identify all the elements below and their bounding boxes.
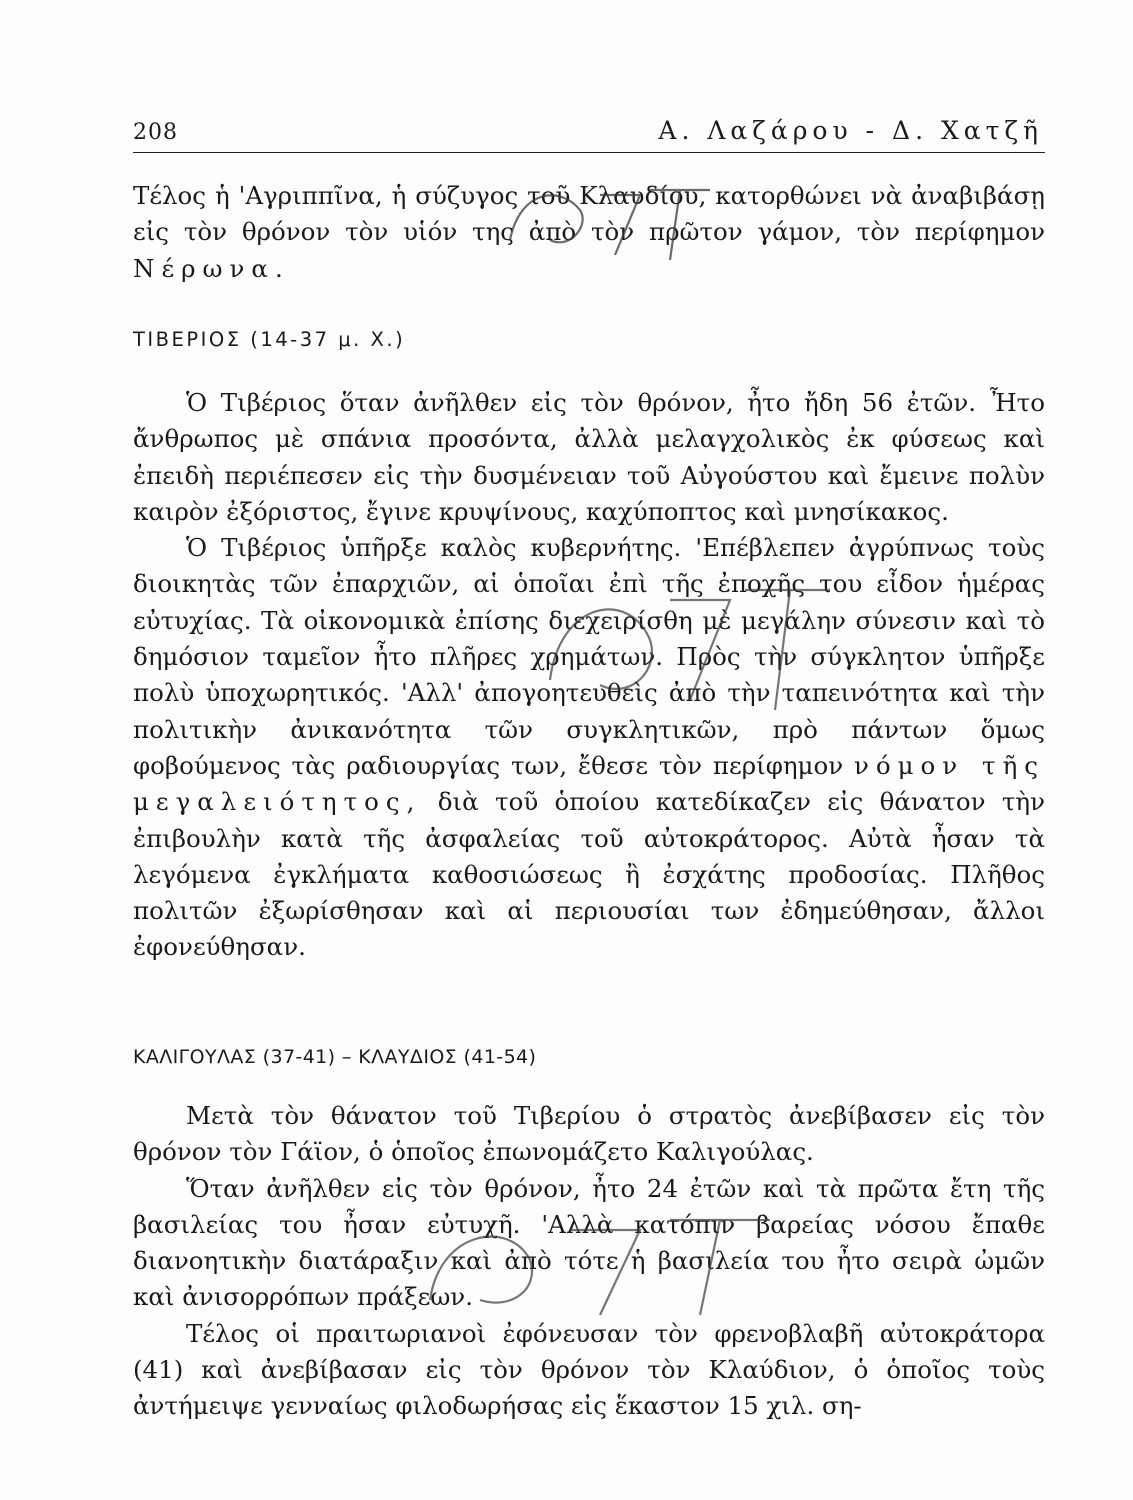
- intro-block: [133, 178, 1045, 287]
- running-head: Α. Λαζάρου - Δ. Χατζῆ: [658, 116, 1043, 145]
- caligula-paragraph-1: Μετὰ τὸν θάνατον τοῦ Τιβερίου ὁ στρατὸς ἀνεβίβασεν εἰς τὸν θρόνον τὸν Γάϊον, ὁ ὁποῖος ἐπωνομάζετο Καλιγούλας.: [133, 1101, 1045, 1167]
- tiberius-paragraph-2-part-b: διὰ τοῦ ὁποίου κατεδίκαζεν εἰς θάνατον τὴν ἐπιβουλὴν κατὰ τῆς ἀσφαλείας τοῦ αὐτοκράτορος. Αὐτὰ ἦσαν τὰ λεγόμενα ἐγκλήματα καθοσιώσεως ἢ ἐσχάτης προδοσίας. Πλῆθος πολιτῶν ἐξωρίσθησαν καὶ αἱ περιουσίαι των ἐδημεύθησαν, ἄλλοι ἐφονεύθησαν.: [133, 787, 1045, 962]
- intro-name: Νέρωνα.: [133, 253, 290, 283]
- caligula-paragraph-2: Ὅταν ἀνῆλθεν εἰς τὸν θρόνον, ἦτο 24 ἐτῶν καὶ τὰ πρῶτα ἔτη τῆς βασιλείας του ἦσαν εὐτυχῆ. 'Αλλὰ κατόπιν βαρείας νόσου ἔπαθε διανοητικὴν διατάραξιν καὶ ἀπὸ τότε ἡ βασιλεία του ἦτο σειρὰ ὠμῶν καὶ ἀνισορρόπων πράξεων.: [133, 1173, 1045, 1312]
- caligula-paragraph-3: Τέλος οἱ πραιτωριανοὶ ἐφόνευσαν τὸν φρενοβλαβῆ αὐτοκράτορα (41) καὶ ἀνεβίβασαν εἰς τὸν θρόνον τὸν Κλαύδιον, ὁ ὁποῖος τοὺς ἀντήμειψε γενναίως φιλοδωρήσας εἰς ἕκαστον 15 χιλ. ση-: [133, 1318, 1045, 1421]
- page-number: 208: [133, 120, 178, 145]
- tiberius-paragraph-2-part-a: Ὁ Τιβέριος ὑπῆρξε καλὸς κυβερνήτης. 'Επέβλεπεν ἀγρύπνως τοὺς διοικητὰς τῶν ἐπαρχιῶν, αἱ ὁποῖαι ἐπὶ τῆς ἐποχῆς του εἶδον ἡμέρας εὐτυχίας. Τὰ οἰκονομικὰ ἐπίσης διεχειρίσθη μὲ μεγάλην σύνεσιν καὶ τὸ δημόσιον ταμεῖον ἦτο πλῆρες χρημάτων. Πρὸς τὴν σύγκλητον ὑπῆρξε πολὺ ὑποχωρητικός. 'Αλλ' ἀπογοητευθεὶς ἀπὸ τὴν ταπεινότητα καὶ τὴν πολιτικὴν ἀνικανότητα τῶν συγκλητικῶν, πρὸ πάντων ὅμως φοβούμενος τὰς ραδιουργίας των, ἔθεσε τὸν περίφημον: [133, 533, 1045, 780]
- intro-paragraph: [133, 178, 1045, 287]
- section-caligula-body: [133, 1098, 1045, 1425]
- tiberius-paragraph-2: [133, 530, 1045, 966]
- section-heading-tiberius: ΤΙΒΕΡΙΟΣ (14-37 μ. Χ.): [133, 328, 406, 351]
- intro-text: Τέλος ἡ 'Αγριππῖνα, ἡ σύζυγος τοῦ Κλαυδίου, κατορθώνει νὰ ἀναβιβάσῃ εἰς τὸν θρόνον τὸν υἱόν της ἀπὸ τὸν πρῶτον γάμον, τὸν περίφημον: [133, 181, 1045, 247]
- section-heading-caligula-claudius: ΚΑΛΙΓΟΥΛΑΣ (37-41) – ΚΛΑΥΔΙΟΣ (41-54): [133, 1046, 537, 1068]
- section-tiberius-body: [133, 385, 1045, 966]
- page-header: [133, 112, 1045, 153]
- tiberius-paragraph-1: Ὁ Τιβέριος ὅταν ἀνῆλθεν εἰς τὸν θρόνον, ἦτο ἤδη 56 ἐτῶν. Ἦτο ἄνθρωπος μὲ σπάνια προσόντα, ἀλλὰ μελαγχολικὸς ἐκ φύσεως καὶ ἐπειδὴ περιέπεσεν εἰς τὴν δυσμένειαν τοῦ Αὐγούστου καὶ ἔμεινε πολὺν καιρὸν ἐξόριστος, ἔγινε κρυψίνους, καχύποπτος καὶ μνησίκακος.: [133, 388, 1045, 526]
- law-name: νόμον τῆς μεγαλειότητος,: [133, 750, 1046, 817]
